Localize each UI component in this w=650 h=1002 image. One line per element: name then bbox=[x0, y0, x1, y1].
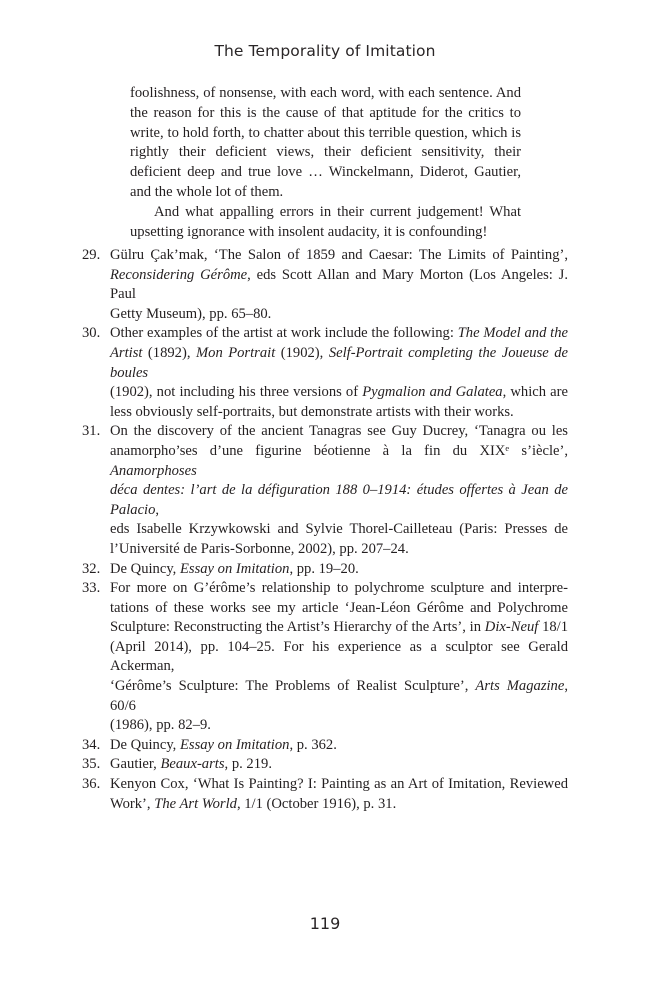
endnote-line bbox=[110, 246, 568, 266]
text-run: , which are bbox=[502, 384, 568, 401]
endnotes-list bbox=[82, 246, 568, 814]
text-run: eds Isabelle Krzywkowski and Sylvie Thorel-Cailleteau (Paris: Presses de bbox=[110, 521, 568, 538]
endnote-text bbox=[110, 560, 568, 580]
endnote-text bbox=[110, 775, 568, 814]
endnote-item bbox=[82, 560, 568, 580]
endnote-number: 34. bbox=[82, 736, 101, 753]
endnote-line bbox=[110, 266, 568, 305]
endnote-line bbox=[110, 599, 568, 619]
text-run: Gautier, bbox=[110, 756, 161, 773]
endnote-line bbox=[110, 383, 568, 403]
endnote-text bbox=[110, 755, 568, 775]
endnote-line bbox=[110, 579, 568, 599]
endnote-text bbox=[110, 422, 568, 559]
text-run: l’Université de Paris-Sorbonne, 2002), pp. 207–24. bbox=[110, 540, 409, 557]
italic-title: Artist bbox=[110, 344, 143, 361]
endnote-line bbox=[110, 442, 568, 481]
endnote-text bbox=[110, 579, 568, 736]
italic-title: Anamorphoses bbox=[110, 462, 197, 479]
endnote-item bbox=[82, 755, 568, 775]
endnote-number: 32. bbox=[82, 560, 101, 577]
running-head: The Temporality of Imitation bbox=[214, 42, 436, 60]
text-run: , bbox=[155, 501, 160, 518]
text-run: Sculpture: Reconstructing the Artist’s Hierarchy of the Arts’, in bbox=[110, 619, 485, 636]
text-run: , 1/1 (October 1916), p. 31. bbox=[236, 795, 397, 812]
endnote-line bbox=[110, 305, 568, 325]
endnote-line bbox=[110, 344, 568, 383]
endnote-number: 31. bbox=[82, 423, 101, 440]
text-run: (1892), bbox=[142, 344, 196, 361]
text-run: Kenyon Cox, ‘What Is Painting? I: Painting as an Art of Imitation, Reviewed bbox=[110, 776, 568, 793]
italic-title: Pygmalion and Galatea bbox=[362, 384, 503, 401]
italic-title: Self-Portrait completing the Joueuse de boules bbox=[110, 344, 568, 381]
text-run: , 60/6 bbox=[110, 678, 568, 714]
text-run: ‘Gérôme’s Sculpture: The Problems of Realist Sculpture’, bbox=[110, 678, 476, 695]
text-run: (April 2014), pp. 104–25. For his experience as a sculptor see Gerald Ackerman, bbox=[110, 638, 568, 675]
text-run: Other examples of the artist at work include the following: bbox=[110, 325, 458, 342]
italic-title: The Art World bbox=[154, 795, 237, 812]
endnote-line bbox=[110, 520, 568, 540]
endnote-item bbox=[82, 736, 568, 756]
text-run: De Quincy, bbox=[110, 736, 180, 753]
endnote-line bbox=[110, 638, 568, 677]
text-run: , p. 219. bbox=[224, 756, 272, 773]
text-run: (1902), bbox=[275, 344, 329, 361]
endnote-item bbox=[82, 579, 568, 736]
endnote-item bbox=[82, 775, 568, 814]
italic-title: déca dentes: l’art de la défiguration 188 0–1914: études offertes à Jean de Palacio bbox=[110, 482, 568, 518]
endnote-line bbox=[110, 755, 568, 775]
endnote-number: 33. bbox=[82, 580, 101, 597]
endnote-line bbox=[110, 795, 568, 815]
italic-title: Essay on Imitation bbox=[179, 560, 290, 577]
text-run: Getty Museum), pp. 65–80. bbox=[110, 305, 272, 322]
text-run: less obviously self-portraits, but demonstrate artists with their works. bbox=[110, 403, 514, 420]
endnote-text bbox=[110, 736, 568, 756]
italic-title: Dix-Neuf bbox=[484, 619, 539, 636]
text-run: Gülru Çak’mak, ‘The Salon of 1859 and Caesar: The Limits of Painting’, bbox=[110, 247, 568, 263]
text-run: , pp. 19–20. bbox=[289, 560, 359, 577]
page-number: 119 bbox=[309, 914, 341, 933]
endnote-text bbox=[110, 246, 568, 324]
italic-title: Essay on Imitation bbox=[179, 736, 290, 753]
italic-title: The Model and the bbox=[457, 325, 568, 342]
italic-title: Arts Magazine bbox=[475, 678, 565, 695]
endnote-number: 35. bbox=[82, 756, 101, 773]
block-quote bbox=[130, 84, 521, 242]
quote-paragraph: And what appalling errors in their current judgement! What upsetting ignorance with insolent audacity, it is confounding! bbox=[130, 203, 521, 240]
endnote-line bbox=[110, 677, 568, 716]
endnote-number: 29. bbox=[82, 247, 101, 263]
text-run: Work’, bbox=[110, 795, 155, 812]
endnote-text bbox=[110, 324, 568, 422]
endnote-line bbox=[110, 540, 568, 560]
endnote-item bbox=[82, 324, 568, 422]
text-run: De Quincy, bbox=[110, 560, 180, 577]
text-run: For more on G’érôme’s relationship to polychrome sculpture and interpre- bbox=[110, 580, 568, 597]
text-run: , p. 362. bbox=[289, 736, 337, 753]
endnote-item bbox=[82, 246, 568, 324]
endnote-line bbox=[110, 324, 568, 344]
endnote-line bbox=[110, 560, 568, 580]
endnote-number: 30. bbox=[82, 325, 101, 342]
text-run: On the discovery of the ancient Tanagras see Guy Ducrey, ‘Tanagra ou les bbox=[110, 423, 568, 440]
text-run: 18/1 bbox=[538, 619, 569, 636]
endnote-line bbox=[110, 736, 568, 756]
endnote-line bbox=[110, 481, 568, 520]
endnote-line bbox=[110, 403, 568, 423]
endnote-number: 36. bbox=[82, 776, 101, 793]
quote-paragraph: foolishness, of nonsense, with each word, with each sentence. And the reason for this is the cause of that aptitude for the critics to write, to hold forth, to chatter about this terrible question, which is rightly their deficient views, their deficient sensitivity, their deficient deep and true love … Winckelmann, Diderot, Gautier, and the whole lot of them. bbox=[130, 85, 521, 200]
italic-title: Mon Portrait bbox=[195, 344, 276, 361]
endnote-line bbox=[110, 775, 568, 795]
endnote-line bbox=[110, 716, 568, 736]
endnote-item bbox=[82, 422, 568, 559]
text-run: , eds Scott Allan and Mary Morton (Los Angeles: J. Paul bbox=[110, 266, 568, 303]
italic-title: Beaux-arts bbox=[160, 756, 225, 773]
text-run: (1902), not including his three versions of bbox=[110, 384, 363, 401]
italic-title: Reconsidering Gérôme bbox=[110, 266, 248, 283]
endnote-line bbox=[110, 422, 568, 442]
text-run: (1986), pp. 82–9. bbox=[110, 717, 211, 734]
endnote-line bbox=[110, 618, 568, 638]
text-run: anamorpho’ses d’une figurine béotienne à la fin du XIXᵉ s’iècle’, bbox=[110, 442, 568, 459]
text-run: tations of these works see my article ‘Jean-Léon Gérôme and Polychrome bbox=[110, 599, 568, 616]
